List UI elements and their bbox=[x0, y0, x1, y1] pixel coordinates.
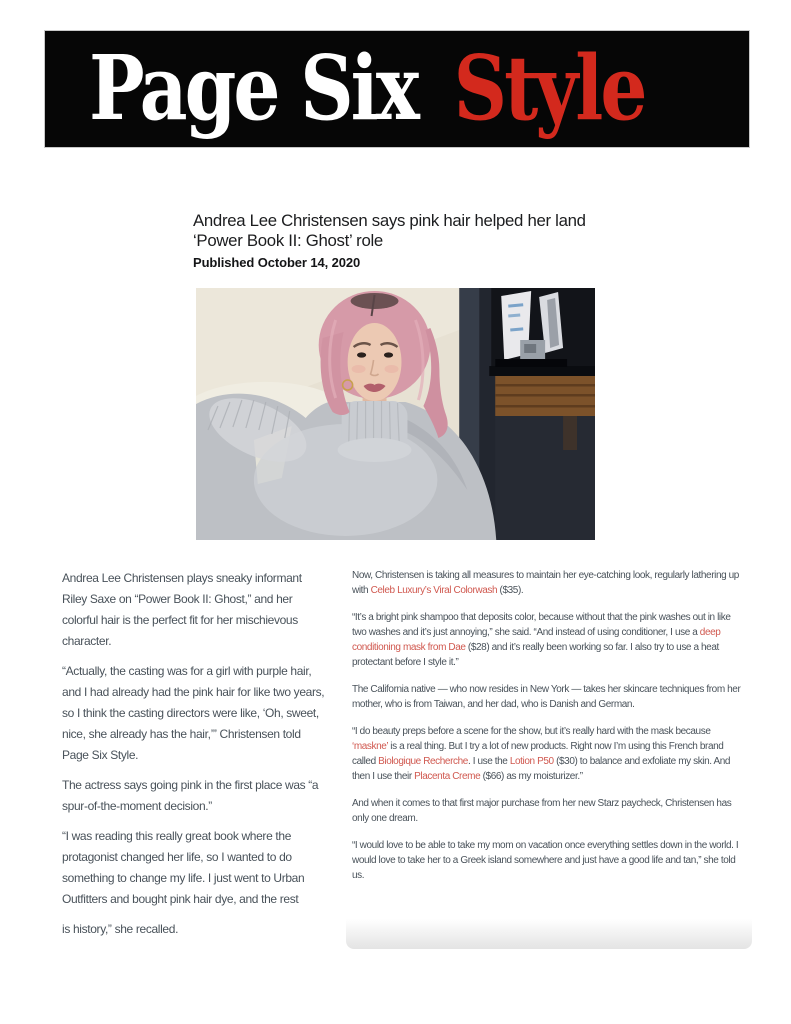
paragraph bbox=[352, 796, 746, 826]
text-segment: “I would love to be able to take my mom on vacation once everything settles down in the world. I would love to take her to a Greek island somewhere and just have a good life and tan,” she told us. bbox=[352, 840, 739, 881]
text-segment: The actress says going pink in the first place was “a spur-of-the-moment decision.” bbox=[62, 778, 319, 813]
text-segment: “I do beauty preps before a scene for the show, but it’s really hard with the mask because bbox=[352, 726, 711, 737]
text-segment: ($66) as my moisturizer.” bbox=[480, 771, 583, 782]
inline-link[interactable]: deep conditioning mask from Dae bbox=[352, 627, 721, 653]
logo-page-six: Page Six bbox=[89, 37, 417, 141]
article-body bbox=[62, 568, 746, 949]
text-segment: Now, Christensen is taking all measures to maintain her eye-catching look, regularly lathering up with bbox=[352, 570, 739, 596]
article-column-left bbox=[62, 568, 325, 949]
text-segment: “It’s a bright pink shampoo that deposits color, because without that the pink washes out in like two washes and it’s just annoying,” she said. “And instead of using conditioner, I use a bbox=[352, 612, 731, 638]
paragraph bbox=[62, 568, 325, 652]
article-photo bbox=[196, 288, 595, 540]
paragraph bbox=[352, 568, 746, 598]
text-segment: ($35). bbox=[497, 585, 524, 596]
paragraph bbox=[352, 682, 746, 712]
text-segment: And when it comes to that first major purchase from her new Starz paycheck, Christensen has only one dream. bbox=[352, 798, 732, 824]
published-date: Published October 14, 2020 bbox=[193, 255, 361, 270]
paragraph bbox=[352, 724, 746, 784]
text-segment: is a real thing. But I try a lot of new products. Right now I’m using this French brand called bbox=[352, 741, 724, 767]
logo-style: Style bbox=[453, 37, 645, 141]
text-segment: ($28) and it’s really been working so far. I also try to use a heat protectant before I style it.” bbox=[352, 642, 719, 668]
inline-link[interactable]: ‘maskne’ bbox=[352, 741, 388, 752]
text-segment: “I was reading this really great book where the protagonist changed her life, so I wanted to do something to change my life. I just went to Urban Outfitters and bought pink hair dye, and the rest bbox=[62, 829, 305, 906]
inline-link[interactable]: Lotion P50 bbox=[509, 756, 554, 767]
text-segment: “Actually, the casting was for a girl with purple hair, and I had already had the pink hair for like two years, so I think the casting directors were like, ‘Oh, sweet, nice, she already has the hair,’” Christensen told Page Six Style. bbox=[62, 664, 325, 762]
photo-wood-drawer bbox=[495, 376, 595, 416]
paragraph bbox=[352, 610, 746, 670]
text-segment: ($30) to balance and exfoliate my skin. And then I use their bbox=[352, 756, 731, 782]
paragraph bbox=[62, 775, 325, 817]
text-segment: The California native — who now resides in New York — takes her skincare techniques from her mother, who is from Taiwan, and her dad, who is Danish and German. bbox=[352, 684, 741, 710]
inline-link[interactable]: Placenta Creme bbox=[414, 771, 481, 782]
article-column-right bbox=[352, 568, 746, 949]
photo-illustration bbox=[196, 288, 595, 540]
page-six-style-logo bbox=[45, 37, 645, 141]
article-headline: Andrea Lee Christensen says pink hair helped her land ‘Power Book II: Ghost’ role bbox=[193, 211, 586, 250]
paragraph bbox=[62, 826, 325, 910]
paragraph bbox=[62, 661, 325, 766]
paragraph bbox=[352, 838, 746, 883]
text-segment: Andrea Lee Christensen plays sneaky informant Riley Saxe on “Power Book II: Ghost,” and her colorful hair is the perfect fit for her mischievous character. bbox=[62, 571, 302, 648]
embed-bottom-fade bbox=[346, 919, 752, 949]
text-segment: is history,” she recalled. bbox=[62, 922, 179, 936]
inline-link[interactable]: Biologique Recherche bbox=[378, 756, 468, 767]
page-six-style-banner[interactable] bbox=[44, 30, 750, 148]
text-segment: . I use the bbox=[467, 756, 510, 767]
inline-link[interactable]: Celeb Luxury’s Viral Colorwash bbox=[370, 585, 498, 596]
paragraph bbox=[62, 919, 325, 940]
